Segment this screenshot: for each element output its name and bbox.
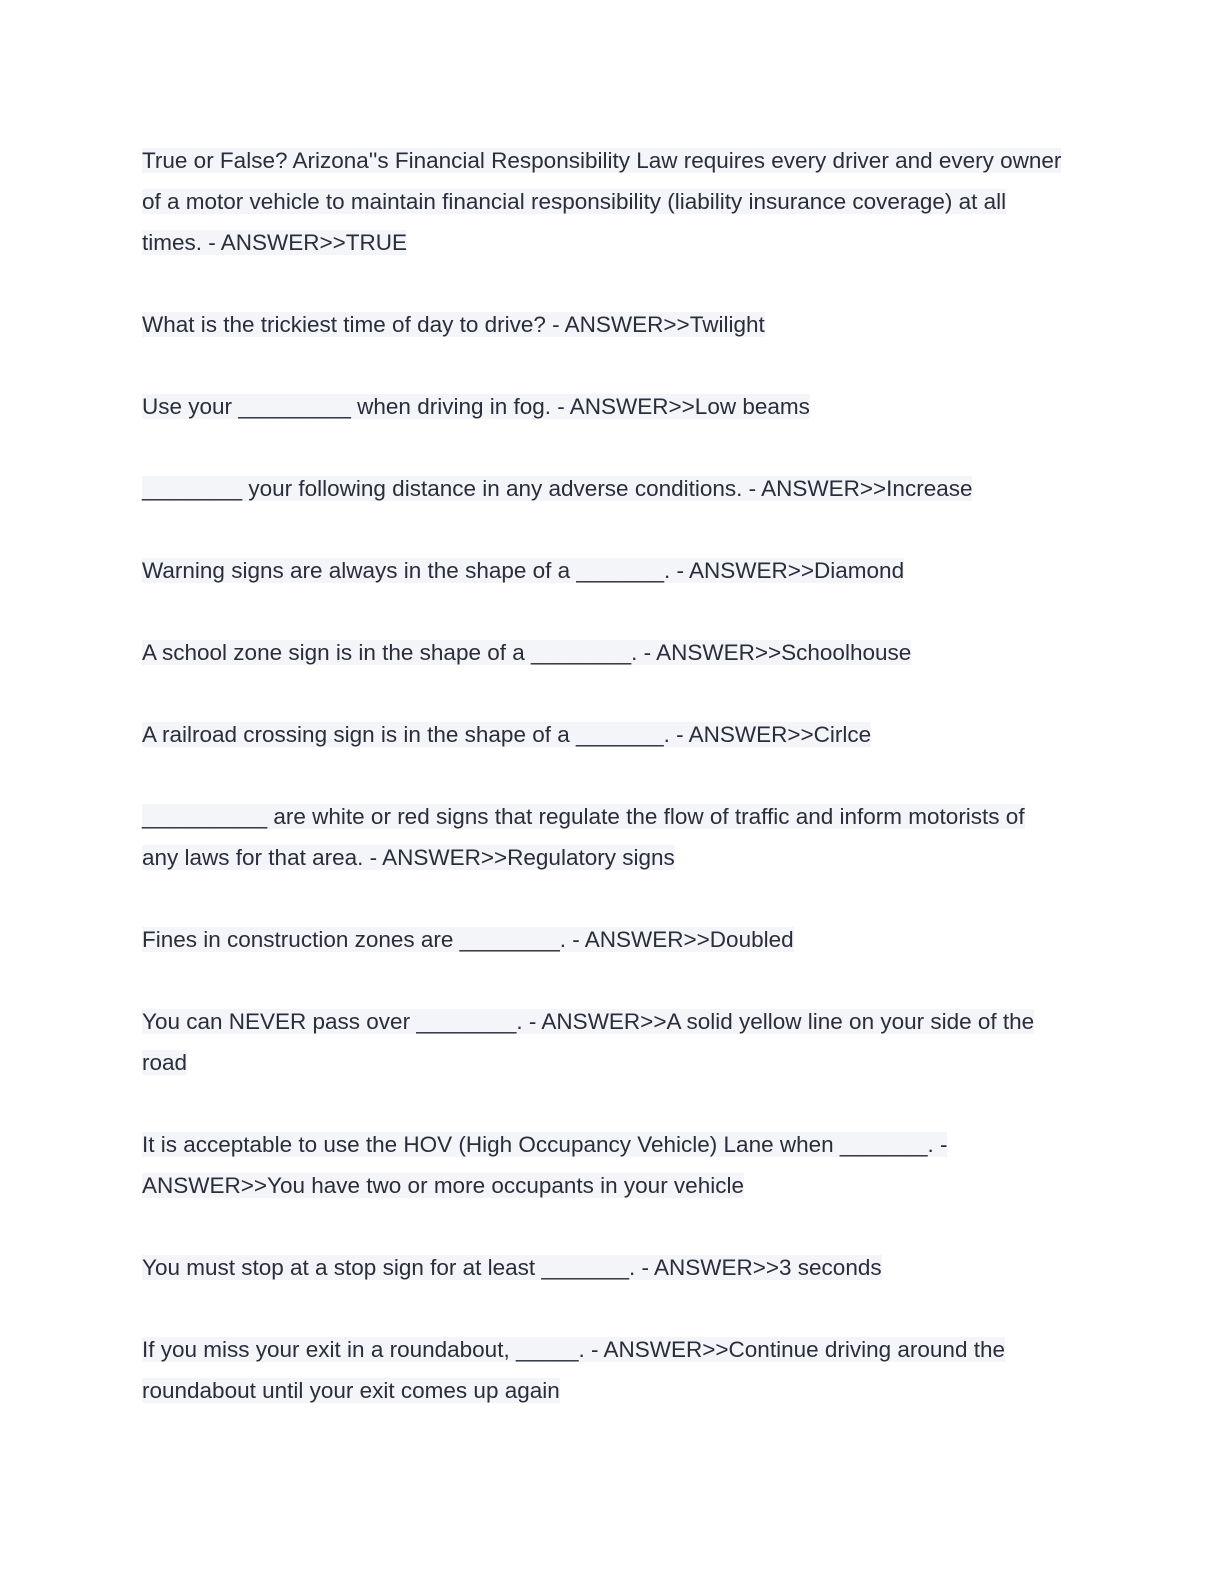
qa-item-8	[142, 796, 1062, 878]
qa-text: A school zone sign is in the shape of a ________. - ANSWER>>Schoolhouse	[142, 640, 912, 665]
qa-item-7	[142, 714, 1062, 755]
qa-item-11	[142, 1124, 1062, 1206]
qa-text: You must stop at a stop sign for at least _______. - ANSWER>>3 seconds	[142, 1255, 882, 1280]
document-page	[142, 140, 1062, 1452]
qa-item-5	[142, 550, 1062, 591]
qa-text: A railroad crossing sign is in the shape of a _______. - ANSWER>>Cirlce	[142, 722, 872, 747]
qa-text: __________ are white or red signs that regulate the flow of traffic and inform motorists of any laws for that area. - ANSWER>>Regulatory signs	[142, 804, 1025, 870]
qa-item-2	[142, 304, 1062, 345]
qa-item-1	[142, 140, 1062, 263]
qa-text: True or False? Arizona''s Financial Responsibility Law requires every driver and every owner of a motor vehicle to maintain financial responsibility (liability insurance coverage) at all times. - ANSWER>>TRUE	[142, 148, 1062, 255]
qa-text: You can NEVER pass over ________. - ANSWER>>A solid yellow line on your side of the road	[142, 1009, 1035, 1075]
qa-text: If you miss your exit in a roundabout, _____. - ANSWER>>Continue driving around the roundabout until your exit comes up again	[142, 1337, 1005, 1403]
qa-text: Fines in construction zones are ________. - ANSWER>>Doubled	[142, 927, 794, 952]
qa-text: Warning signs are always in the shape of a _______. - ANSWER>>Diamond	[142, 558, 905, 583]
qa-item-3	[142, 386, 1062, 427]
qa-text: Use your _________ when driving in fog. - ANSWER>>Low beams	[142, 394, 810, 419]
qa-item-6	[142, 632, 1062, 673]
qa-item-12	[142, 1247, 1062, 1288]
qa-text: It is acceptable to use the HOV (High Occupancy Vehicle) Lane when _______. - ANSWER>>You have two or more occupants in your vehicle	[142, 1132, 948, 1198]
qa-item-4	[142, 468, 1062, 509]
qa-item-13	[142, 1329, 1062, 1411]
qa-item-9	[142, 919, 1062, 960]
qa-item-10	[142, 1001, 1062, 1083]
qa-text: What is the trickiest time of day to drive? - ANSWER>>Twilight	[142, 312, 765, 337]
qa-text: ________ your following distance in any adverse conditions. - ANSWER>>Increase	[142, 476, 973, 501]
